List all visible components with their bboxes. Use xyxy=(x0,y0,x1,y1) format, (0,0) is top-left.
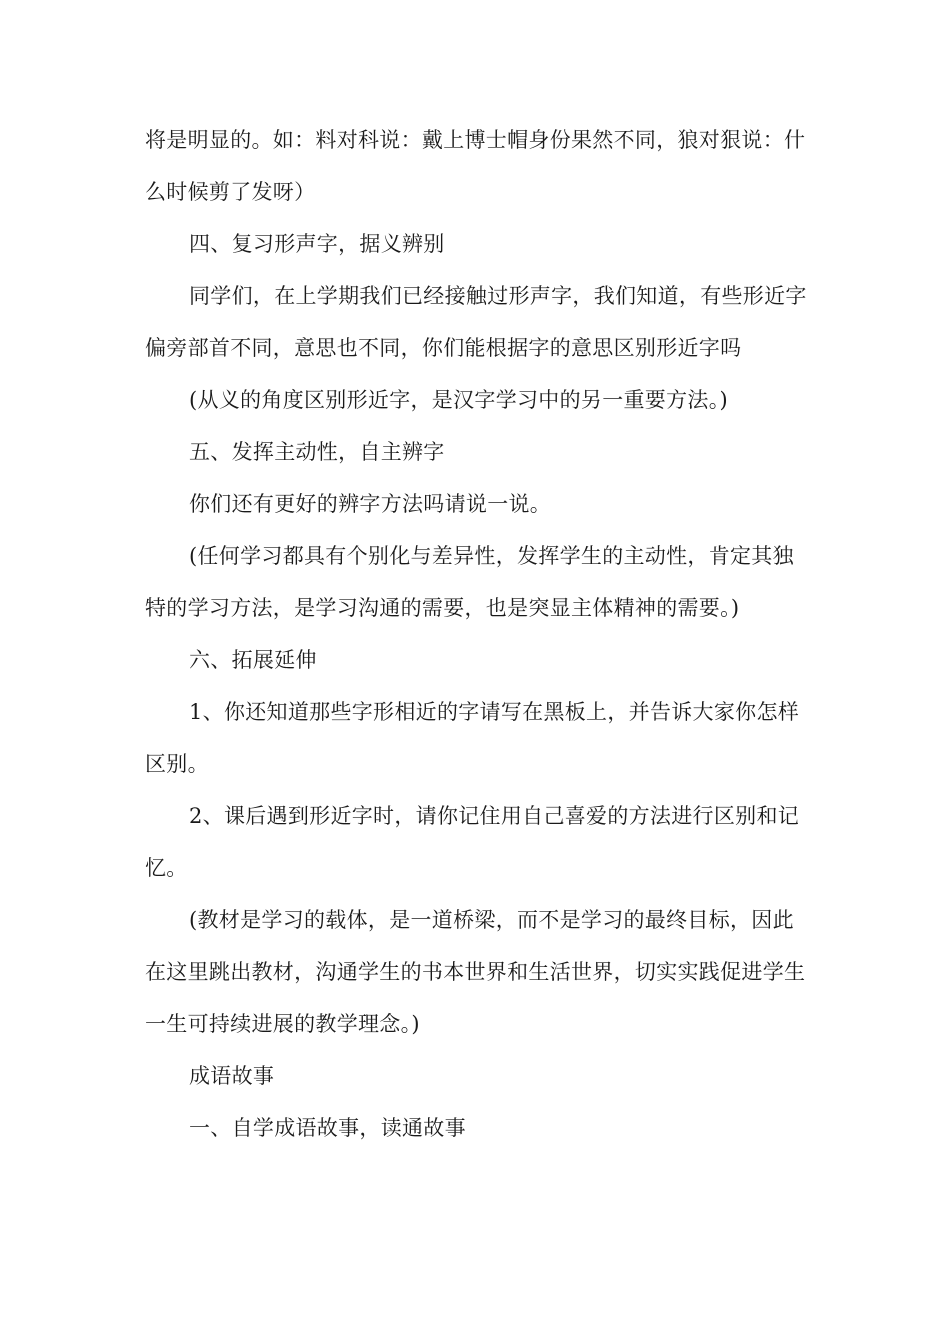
list-item-1: 1、你还知道那些字形相近的字请写在黑板上，并告诉大家你怎样区别。 xyxy=(145,700,800,776)
paragraph-note-meaning: (从义的角度区别形近字，是汉字学习中的另一重要方法。) xyxy=(189,388,728,412)
section-heading-review-phonetic: 四、复习形声字，据义辨别 xyxy=(189,232,445,256)
paragraph-note-textbook: (教材是学习的载体，是一道桥梁，而不是学习的最终目标，因此在这里跳出教材，沟通学生的书本世界和生活世界，切实实践促进学生一生可持续进展的教学理念。) xyxy=(145,908,806,1036)
paragraph-note-individuality: (任何学习都具有个别化与差异性，发挥学生的主动性，肯定其独特的学习方法，是学习沟通的需要，也是突显主体精神的需要。) xyxy=(145,544,794,620)
document-body xyxy=(145,114,810,1154)
list-item-2: 2、课后遇到形近字时，请你记住用自己喜爱的方法进行区别和记忆。 xyxy=(145,804,800,880)
section-heading-initiative: 五、发挥主动性，自主辨字 xyxy=(189,440,445,464)
section-heading-self-study: 一、自学成语故事，读通故事 xyxy=(189,1116,466,1140)
section-title-idiom-story: 成语故事 xyxy=(189,1064,275,1088)
paragraph-phonetic-intro: 同学们，在上学期我们已经接触过形声字，我们知道，有些形近字偏旁部首不同，意思也不同，你们能根据字的意思区别形近字吗 xyxy=(145,284,807,360)
paragraph-continuation: 将是明显的。如：料对科说：戴上博士帽身份果然不同，狼对狠说：什么时候剪了发呀） xyxy=(145,128,806,204)
section-heading-extension: 六、拓展延伸 xyxy=(189,648,317,672)
paragraph-question-methods: 你们还有更好的辨字方法吗请说一说。 xyxy=(189,492,552,516)
